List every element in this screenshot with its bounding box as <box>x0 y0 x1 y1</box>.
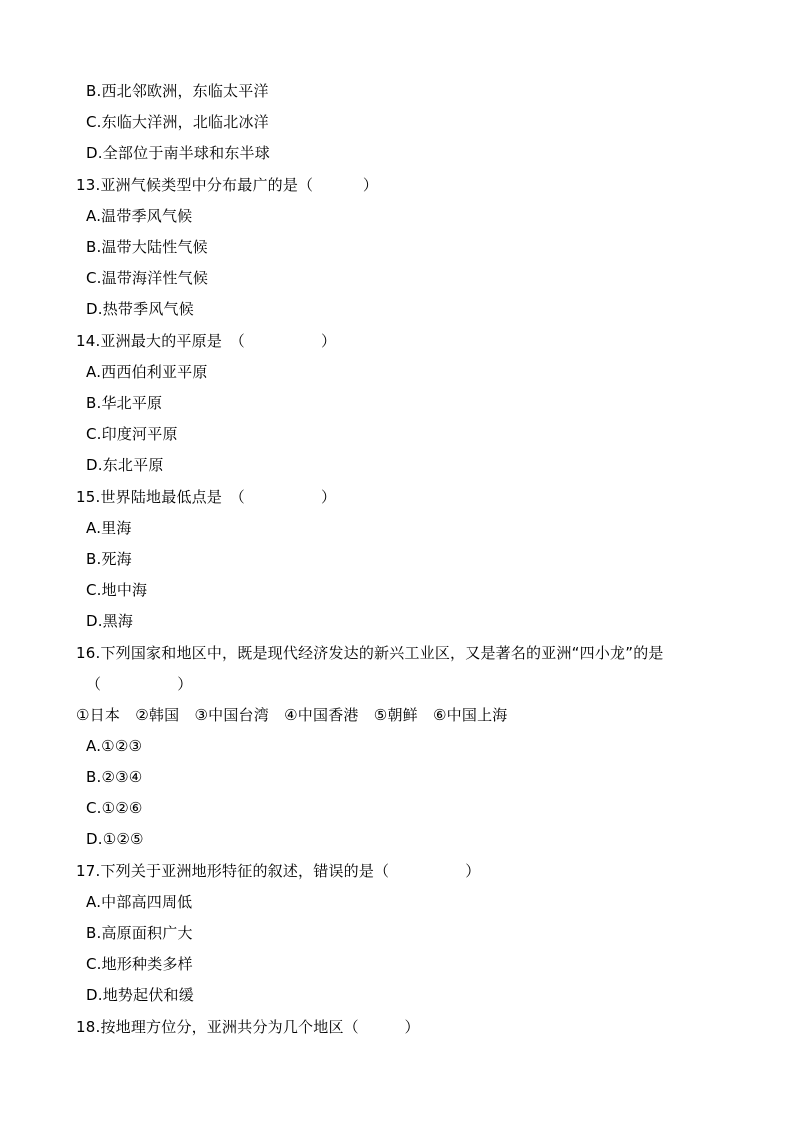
question-13-option-b: B.温带大陆性气候 <box>86 238 208 256</box>
question-13-stem: 13.亚洲气候类型中分布最广的是（ ） <box>76 176 379 194</box>
question-16-option-a: A.①②③ <box>86 737 143 755</box>
question-13-option-a: A.温带季风气候 <box>86 207 193 225</box>
question-15-stem: 15.世界陆地最低点是 （ ） <box>76 488 337 506</box>
question-17-option-a: A.中部高四周低 <box>86 893 193 911</box>
question-17-option-c: C.地形种类多样 <box>86 955 193 973</box>
question-15-option-a: A.里海 <box>86 519 132 537</box>
question-14-option-c: C.印度河平原 <box>86 425 178 443</box>
question-14-stem: 14.亚洲最大的平原是 （ ） <box>76 332 337 350</box>
question-15-option-d: D.黑海 <box>86 612 134 630</box>
question-13-option-d: D.热带季风气候 <box>86 300 194 318</box>
option-c-prev: C.东临大洋洲，北临北冰洋 <box>86 113 269 131</box>
question-13-option-c: C.温带海洋性气候 <box>86 269 209 287</box>
question-16-stem: 16.下列国家和地区中，既是现代经济发达的新兴工业区，又是著名的亚洲“四小龙”的是 <box>76 644 664 662</box>
question-14-option-b: B.华北平原 <box>86 394 163 412</box>
question-17-option-b: B.高原面积广大 <box>86 924 193 942</box>
question-16-answer-blank: （ ） <box>86 675 193 693</box>
question-17-option-d: D.地势起伏和缓 <box>86 986 194 1004</box>
question-16-option-b: B.②③④ <box>86 768 143 786</box>
question-16-option-d: D.①②⑤ <box>86 830 144 848</box>
question-17-stem: 17.下列关于亚洲地形特征的叙述，错误的是（ ） <box>76 862 481 880</box>
question-15-option-b: B.死海 <box>86 550 132 568</box>
option-d-prev: D.全部位于南半球和东半球 <box>86 144 270 162</box>
question-18-stem: 18.按地理方位分，亚洲共分为几个地区（ ） <box>76 1018 420 1036</box>
option-b-prev: B.西北邻欧洲，东临太平洋 <box>86 82 269 100</box>
question-14-option-a: A.西西伯利亚平原 <box>86 363 208 381</box>
question-16-items: ①日本 ②韩国 ③中国台湾 ④中国香港 ⑤朝鲜 ⑥中国上海 <box>76 706 508 724</box>
question-15-option-c: C.地中海 <box>86 581 148 599</box>
question-14-option-d: D.东北平原 <box>86 456 164 474</box>
question-16-option-c: C.①②⑥ <box>86 799 143 817</box>
